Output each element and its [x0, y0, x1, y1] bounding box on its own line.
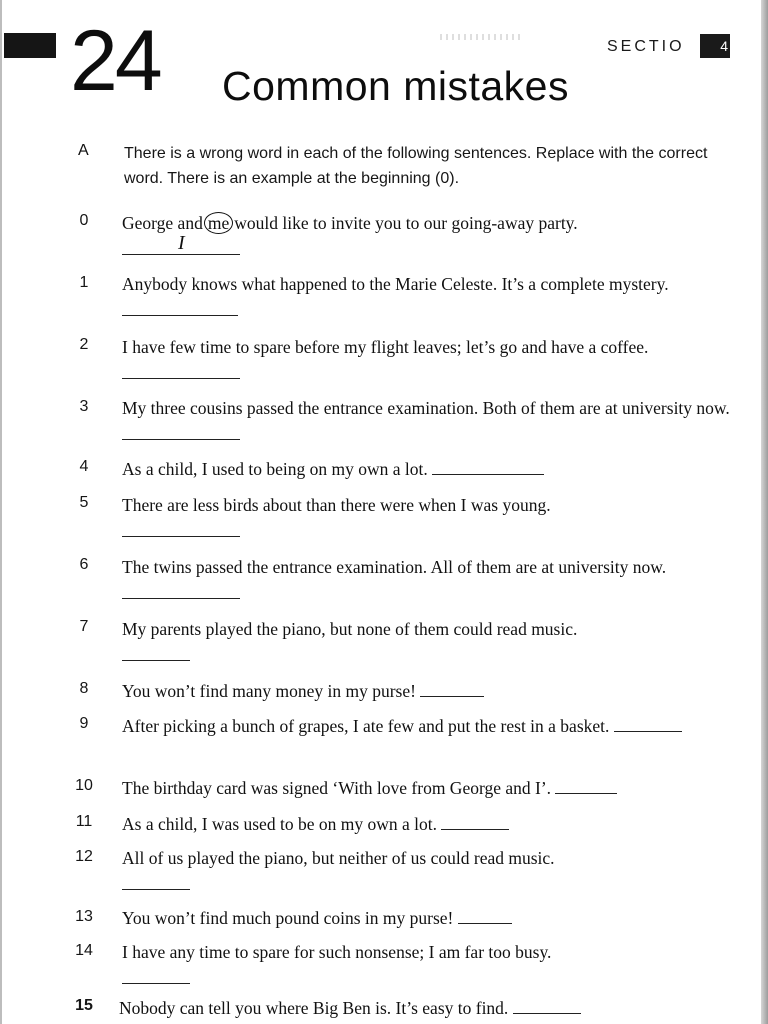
exercise-letter: A — [78, 142, 89, 159]
question-text: I have any time to spare for such nonsense; I am far too busy. — [122, 942, 552, 962]
answer-blank[interactable] — [555, 793, 617, 794]
question-text: You won’t find many money in my purse! — [122, 681, 416, 701]
answer-blank[interactable] — [122, 378, 240, 379]
question-text: You won’t find much pound coins in my purse! — [122, 908, 454, 928]
question-number: 13 — [75, 908, 93, 925]
question-sentence — [122, 939, 734, 991]
question-text: As a child, I was used to be on my own a lot. — [122, 814, 437, 834]
answer-blank[interactable] — [122, 536, 240, 537]
question-text: I have few time to spare before my flight leaves; let’s go and have a coffee. — [122, 337, 649, 357]
question-number: 5 — [79, 494, 89, 511]
question-number: 15 — [75, 997, 93, 1014]
question-sentence — [122, 845, 734, 897]
question-text: My three cousins passed the entrance examination. Both of them are at university now. — [122, 398, 730, 418]
circled-word: me — [204, 212, 233, 234]
question-text: Nobody can tell you where Big Ben is. It’s easy to find. — [119, 998, 509, 1018]
answer-blank[interactable] — [122, 315, 238, 316]
question-text: My parents played the piano, but none of them could read music. — [122, 619, 578, 639]
answer-blank[interactable] — [420, 696, 484, 697]
answer-blank[interactable] — [122, 889, 190, 890]
question-sentence — [122, 811, 734, 837]
question-text: There are less birds about than there were when I was young. — [122, 495, 551, 515]
answer-blank[interactable] — [432, 474, 544, 475]
question-text: The twins passed the entrance examination. All of them are at university now. — [122, 557, 667, 577]
unit-title: Common mistakes — [222, 63, 569, 109]
answer-blank[interactable] — [122, 983, 190, 984]
question-text: Anybody knows what happened to the Marie Celeste. It’s a complete mystery. — [122, 274, 669, 294]
page-edge-left — [0, 0, 2, 1024]
question-number: 8 — [79, 680, 89, 697]
answer-blank[interactable] — [458, 923, 512, 924]
question-sentence — [122, 492, 734, 544]
section-label: SECTIO — [607, 38, 685, 55]
answer-blank[interactable] — [614, 731, 682, 732]
question-text: After picking a bunch of grapes, I ate few and put the rest in a basket. — [122, 716, 610, 736]
question-sentence — [122, 334, 734, 386]
question-number: 12 — [75, 848, 93, 865]
exercise-instructions: There is a wrong word in each of the following sentences. Replace with the correct word. There is an example at the beginning (0). — [124, 145, 708, 187]
question-sentence — [119, 995, 749, 1021]
question-number: 1 — [79, 274, 89, 291]
unit-number: 24 — [70, 13, 160, 109]
example-number: 0 — [79, 212, 89, 229]
answer-blank[interactable] — [122, 660, 190, 661]
example-answer: I — [178, 232, 185, 254]
question-text: The birthday card was signed ‘With love from George and I’. — [122, 778, 552, 798]
question-sentence — [122, 775, 734, 801]
answer-blank[interactable] — [441, 829, 509, 830]
question-sentence — [122, 678, 734, 704]
example-text-after: would like to invite you to our going-away party. — [234, 213, 578, 233]
question-number: 11 — [75, 813, 93, 830]
question-sentence — [122, 616, 734, 668]
question-sentence — [122, 395, 734, 447]
section-number-tab: 4 — [700, 34, 730, 58]
corner-print-mark — [4, 33, 56, 58]
question-text: As a child, I used to being on my own a lot. — [122, 459, 428, 479]
example-text-before: George and — [122, 213, 203, 233]
question-number: 2 — [79, 336, 89, 353]
question-number: 14 — [75, 942, 93, 959]
question-sentence — [122, 456, 734, 482]
question-number: 7 — [79, 618, 89, 635]
answer-blank[interactable] — [122, 439, 240, 440]
question-number: 10 — [75, 777, 93, 794]
example-sentence — [122, 210, 734, 262]
scan-noise — [440, 34, 520, 40]
question-sentence — [122, 905, 734, 931]
question-sentence — [122, 554, 734, 606]
page-edge-right — [761, 0, 768, 1024]
question-text: All of us played the piano, but neither of us could read music. — [122, 848, 555, 868]
answer-blank[interactable] — [122, 598, 240, 599]
question-number: 3 — [79, 398, 89, 415]
question-number: 6 — [79, 556, 89, 573]
question-sentence — [122, 271, 734, 323]
answer-blank[interactable] — [513, 1013, 581, 1014]
question-sentence — [122, 713, 734, 739]
question-number: 9 — [79, 715, 89, 732]
question-number: 4 — [79, 458, 89, 475]
